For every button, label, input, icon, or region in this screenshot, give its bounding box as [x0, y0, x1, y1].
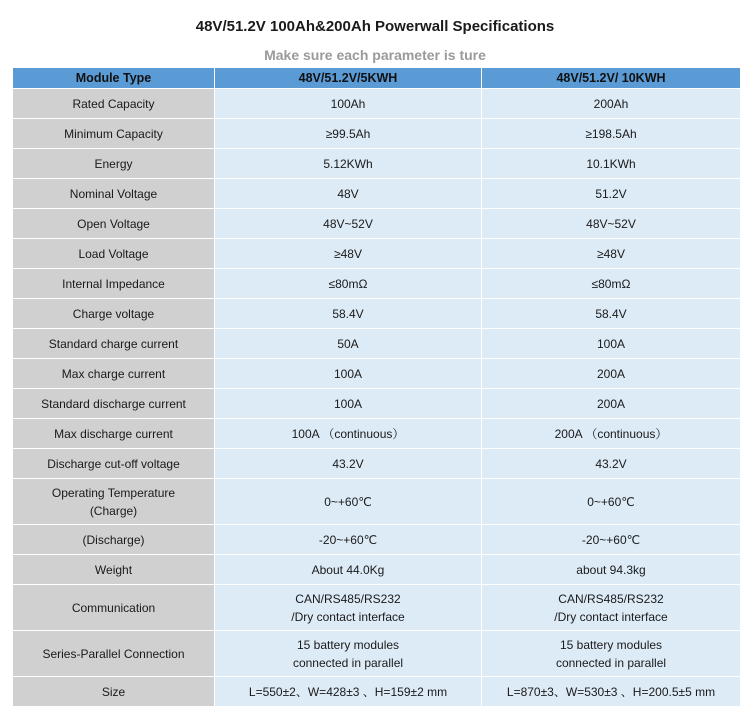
row-label [13, 89, 215, 119]
row-value-10kwh [482, 555, 741, 585]
row-value-5kwh [215, 329, 482, 359]
row-value-10kwh [482, 89, 741, 119]
page-subtitle: Make sure each parameter is ture [264, 47, 486, 63]
cell-line: -20~+60℃ [581, 532, 641, 547]
table-row [13, 89, 741, 119]
row-label [13, 359, 215, 389]
cell-line: ≥48V [597, 246, 625, 261]
cell-line: 10.1KWh [586, 156, 636, 171]
row-value-5kwh [215, 389, 482, 419]
row-label [13, 479, 215, 525]
cell-line: ≥99.5Ah [325, 126, 371, 141]
row-value-5kwh [215, 449, 482, 479]
row-label [13, 299, 215, 329]
cell-line: L=870±3、W=530±3 、H=200.5±5 mm [506, 684, 716, 699]
table-header-row [13, 68, 741, 89]
row-value-10kwh [482, 299, 741, 329]
cell-line: 200A [596, 366, 626, 381]
row-value-10kwh [482, 525, 741, 555]
cell-line: Max charge current [61, 366, 166, 381]
row-value-10kwh [482, 359, 741, 389]
cell-line: ≤80mΩ [328, 276, 368, 291]
row-value-10kwh [482, 449, 741, 479]
cell-line: Discharge cut-off voltage [47, 456, 180, 471]
row-value-5kwh [215, 239, 482, 269]
cell-line: connected in parallel [292, 655, 404, 670]
cell-line: Max discharge current [54, 426, 173, 441]
row-value-10kwh [482, 209, 741, 239]
row-label [13, 585, 215, 631]
cell-line: CAN/RS485/RS232 [295, 591, 401, 606]
cell-line: 100Ah [330, 96, 366, 111]
row-label [13, 419, 215, 449]
row-value-5kwh [215, 555, 482, 585]
row-value-10kwh [482, 269, 741, 299]
cell-line: About 44.0Kg [311, 562, 385, 577]
cell-line: /Dry contact interface [291, 609, 405, 624]
table-row [13, 585, 741, 631]
cell-line: 0~+60℃ [587, 494, 635, 509]
table-row [13, 149, 741, 179]
row-label [13, 329, 215, 359]
row-value-5kwh [215, 299, 482, 329]
row-label [13, 209, 215, 239]
cell-line: 200Ah [593, 96, 629, 111]
row-label [13, 149, 215, 179]
cell-line: 15 battery modules [559, 637, 663, 652]
cell-line: 100A （continuous） [291, 426, 405, 441]
cell-line: 43.2V [332, 456, 364, 471]
table-row [13, 329, 741, 359]
row-label [13, 525, 215, 555]
cell-line: Size [101, 684, 126, 699]
cell-line: Rated Capacity [72, 96, 155, 111]
row-value-10kwh [482, 239, 741, 269]
cell-line: L=550±2、W=428±3 、H=159±2 mm [248, 684, 448, 699]
row-value-5kwh [215, 585, 482, 631]
cell-line: 100A [333, 366, 363, 381]
cell-line: (Charge) [89, 503, 138, 518]
row-value-10kwh [482, 179, 741, 209]
row-label [13, 449, 215, 479]
table-row [13, 449, 741, 479]
row-label [13, 677, 215, 707]
row-value-5kwh [215, 209, 482, 239]
cell-line: 100A [596, 336, 626, 351]
table-row [13, 525, 741, 555]
cell-line: CAN/RS485/RS232 [558, 591, 664, 606]
row-value-5kwh [215, 631, 482, 677]
row-value-10kwh [482, 631, 741, 677]
table-row [13, 239, 741, 269]
row-value-5kwh [215, 89, 482, 119]
table-row [13, 209, 741, 239]
cell-line: Nominal Voltage [69, 186, 158, 201]
row-label [13, 239, 215, 269]
cell-line: 200A [596, 396, 626, 411]
row-value-10kwh [482, 419, 741, 449]
cell-line: Minimum Capacity [64, 126, 163, 141]
cell-line: 51.2V [595, 186, 627, 201]
row-value-5kwh [215, 119, 482, 149]
cell-line: Load Voltage [78, 246, 149, 261]
row-value-10kwh [482, 119, 741, 149]
table-row [13, 119, 741, 149]
header-5kwh: 48V/51.2V/5KWH [215, 68, 482, 89]
cell-line: connected in parallel [555, 655, 667, 670]
row-value-5kwh [215, 269, 482, 299]
page-title: 48V/51.2V 100Ah&200Ah Powerwall Specifications [195, 18, 555, 35]
table-row [13, 269, 741, 299]
row-value-5kwh [215, 525, 482, 555]
header-module-type: Module Type [13, 68, 215, 89]
table-row [13, 389, 741, 419]
row-value-5kwh [215, 179, 482, 209]
cell-line: 100A [333, 396, 363, 411]
cell-line: ≥198.5Ah [585, 126, 637, 141]
cell-line: Communication [71, 600, 156, 615]
row-value-10kwh [482, 149, 741, 179]
row-value-10kwh [482, 677, 741, 707]
cell-line: about 94.3kg [576, 562, 646, 577]
row-value-10kwh [482, 389, 741, 419]
row-label [13, 631, 215, 677]
cell-line: Energy [94, 156, 133, 171]
table-row [13, 555, 741, 585]
cell-line: 0~+60℃ [324, 494, 372, 509]
cell-line: Standard discharge current [41, 396, 186, 411]
table-row [13, 419, 741, 449]
cell-line: Charge voltage [72, 306, 155, 321]
cell-line: -20~+60℃ [318, 532, 378, 547]
row-value-5kwh [215, 149, 482, 179]
cell-line: Internal Impedance [62, 276, 165, 291]
cell-line: 43.2V [595, 456, 627, 471]
table-row [13, 479, 741, 525]
cell-line: 200A （continuous） [554, 426, 668, 441]
cell-line: 48V [337, 186, 359, 201]
row-label [13, 269, 215, 299]
row-value-10kwh [482, 329, 741, 359]
row-value-10kwh [482, 585, 741, 631]
cell-line: 50A [337, 336, 359, 351]
table-row [13, 179, 741, 209]
table-row [13, 359, 741, 389]
cell-line: 58.4V [595, 306, 627, 321]
spec-table-body [13, 89, 741, 707]
row-value-5kwh [215, 677, 482, 707]
table-row [13, 677, 741, 707]
cell-line: Open Voltage [77, 216, 150, 231]
spec-table [12, 67, 741, 707]
cell-line: Standard charge current [48, 336, 179, 351]
cell-line: /Dry contact interface [554, 609, 668, 624]
row-label [13, 389, 215, 419]
cell-line: ≥48V [334, 246, 362, 261]
cell-line: Series-Parallel Connection [42, 646, 185, 661]
cell-line: 15 battery modules [296, 637, 400, 652]
cell-line: Operating Temperature [51, 485, 176, 500]
table-row [13, 631, 741, 677]
row-value-5kwh [215, 419, 482, 449]
header-10kwh: 48V/51.2V/ 10KWH [482, 68, 741, 89]
cell-line: (Discharge) [82, 532, 145, 547]
cell-line: 48V~52V [323, 216, 373, 231]
cell-line: ≤80mΩ [591, 276, 631, 291]
row-label [13, 119, 215, 149]
table-row [13, 299, 741, 329]
row-value-5kwh [215, 359, 482, 389]
cell-line: 5.12KWh [323, 156, 373, 171]
cell-line: 58.4V [332, 306, 364, 321]
row-label [13, 179, 215, 209]
row-value-5kwh [215, 479, 482, 525]
cell-line: 48V~52V [586, 216, 636, 231]
row-value-10kwh [482, 479, 741, 525]
row-label [13, 555, 215, 585]
cell-line: Weight [94, 562, 133, 577]
